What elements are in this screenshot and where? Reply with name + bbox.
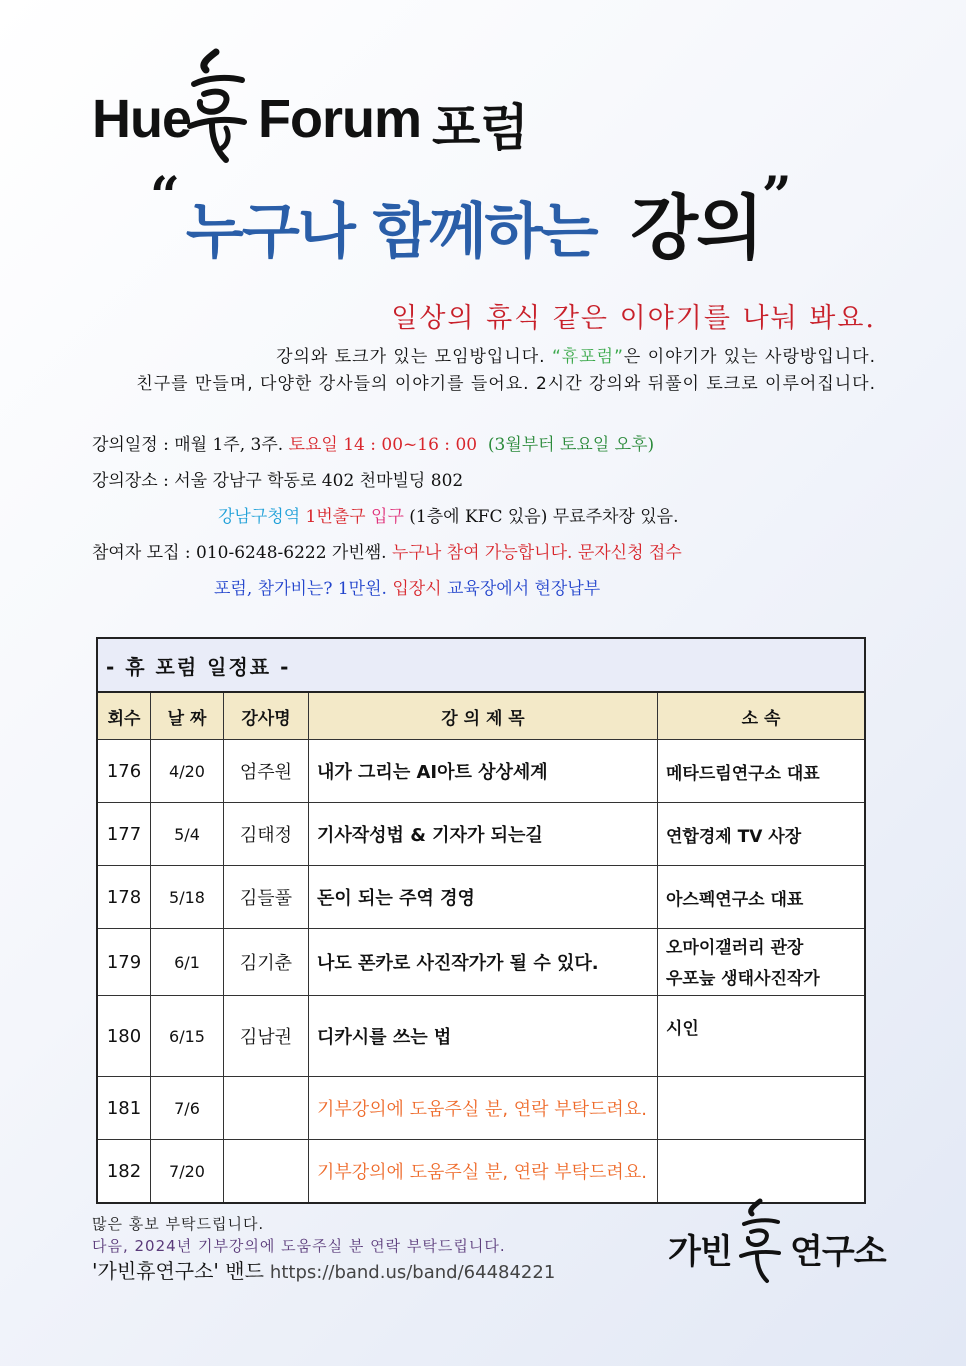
cell-date: 6/15 — [151, 996, 224, 1077]
affiliation-line: 우포늪 생태사진작가 — [666, 969, 820, 989]
schedule-note: (3월부터 토요일 오후) — [487, 435, 655, 455]
table-header-row — [97, 692, 865, 740]
cell-date: 5/4 — [151, 803, 224, 866]
directions-rest: (1층에 KFC 있음) 무료주차장 있음. — [409, 507, 679, 527]
cell-title: 나도 폰카로 사진작가가 될 수 있다. — [309, 929, 658, 996]
headline-blue-text: 누구나 함께하는 — [185, 197, 597, 267]
station: 강남구청역 — [218, 507, 306, 527]
recruit-note: 누구나 참여 가능합니다. 문자신청 접수 — [392, 543, 682, 563]
hue-calligraphy-logo — [186, 48, 248, 168]
cell-affiliation — [658, 1140, 866, 1204]
affiliation-line: 오마이갤러리 관장 — [666, 938, 804, 958]
cell-date: 6/1 — [151, 929, 224, 996]
gabin-hue-lab-logo — [668, 1198, 886, 1288]
cell-no: 179 — [97, 929, 151, 996]
headline-black-text: 강의 — [630, 187, 762, 269]
affiliation-line: 연합경제 TV 사장 — [666, 826, 802, 847]
cell-affiliation — [658, 740, 866, 803]
place-info: 강의장소 : 서울 강남구 학동로 402 천마빌딩 802 — [92, 471, 464, 491]
fee-payment: 교육장에서 현장납부 — [447, 579, 601, 599]
intro-text-cont: 은 이야기가 있는 사랑방입니다. — [623, 347, 876, 367]
band-url[interactable]: https://band.us/band/64484221 — [269, 1262, 556, 1283]
tagline: 일상의 휴식 같은 이야기를 나눠 봐요. — [391, 303, 876, 334]
header-speaker: 강사명 — [224, 692, 309, 740]
cell-title: 기부강의에 도움주실 분, 연락 부탁드려요. — [309, 1077, 658, 1140]
hue-mini-calligraphy-icon — [738, 1198, 782, 1284]
cell-date: 7/20 — [151, 1140, 224, 1204]
table-row — [97, 740, 865, 803]
cell-no: 176 — [97, 740, 151, 803]
affiliation-line: 아스펙연구소 대표 — [666, 889, 804, 910]
cell-date: 7/6 — [151, 1077, 224, 1140]
cell-date: 4/20 — [151, 740, 224, 803]
footer-band — [92, 1255, 555, 1284]
schedule-table — [96, 637, 866, 1204]
header-date: 날 짜 — [151, 692, 224, 740]
cell-speaker: 김들풀 — [224, 866, 309, 929]
table-row — [97, 866, 865, 929]
header-no: 회수 — [97, 692, 151, 740]
table-row — [97, 1140, 865, 1204]
cell-affiliation — [658, 996, 866, 1077]
directions — [218, 502, 679, 527]
table-row — [97, 929, 865, 996]
cell-no: 180 — [97, 996, 151, 1077]
hue-forum-quote: “휴포럼” — [552, 347, 624, 367]
cell-no: 182 — [97, 1140, 151, 1204]
intro-line-1 — [276, 342, 876, 367]
brand-hue: Hue — [92, 89, 192, 149]
cell-affiliation — [658, 866, 866, 929]
header-affiliation: 소 속 — [658, 692, 866, 740]
cell-speaker — [224, 1140, 309, 1204]
header-title: 강 의 제 목 — [309, 692, 658, 740]
lab-logo-right: 연구소 — [790, 1232, 886, 1272]
cell-date: 5/18 — [151, 866, 224, 929]
affiliation-line: 메타드림연구소 대표 — [666, 763, 820, 784]
cell-no: 181 — [97, 1077, 151, 1140]
schedule-title: - 휴 포럼 일정표 - — [97, 638, 865, 692]
cell-affiliation — [658, 929, 866, 996]
fee-amount: 포럼, 참가비는? 1만원. — [214, 579, 393, 599]
cell-speaker — [224, 1077, 309, 1140]
cell-title: 디카시를 쓰는 법 — [309, 996, 658, 1077]
band-label: '가빈휴연구소' 밴드 — [92, 1259, 264, 1283]
cell-speaker: 김태정 — [224, 803, 309, 866]
fee-info — [214, 574, 600, 599]
schedule-label: 강의일정 : 매월 1주, 3주. — [92, 435, 289, 455]
cell-title: 돈이 되는 주역 경영 — [309, 866, 658, 929]
cell-speaker: 엄주원 — [224, 740, 309, 803]
schedule-time: 토요일 14 : 00~16 : 00 — [288, 435, 478, 455]
footer-promo: 많은 홍보 부탁드립니다. — [92, 1215, 265, 1233]
cell-affiliation — [658, 1077, 866, 1140]
headline — [150, 166, 792, 273]
cell-no: 178 — [97, 866, 151, 929]
table-row — [97, 803, 865, 866]
cell-no: 177 — [97, 803, 151, 866]
intro-line-2: 친구를 만들며, 다양한 강사들의 이야기를 들어요. 2시간 강의와 뒤풀이 토크로 이루어집니다. — [136, 374, 876, 394]
brand-forum-korean: 포럼 — [432, 99, 529, 157]
fee-entry: 입장시 — [392, 579, 447, 599]
lab-logo-left: 가빈 — [668, 1232, 732, 1272]
recruit-label: 참여자 모집 : 010-6248-6222 가빈쌤. — [92, 543, 392, 563]
schedule-body — [97, 740, 865, 1204]
cell-title: 내가 그리는 AI아트 상상세계 — [309, 740, 658, 803]
footer-donation: 다음, 2024년 기부강의에 도움주실 분 연락 부탁드립니다. — [92, 1237, 506, 1255]
intro-text: 강의와 토크가 있는 모임방입니다. — [276, 347, 552, 367]
schedule-info — [92, 430, 654, 455]
table-row — [97, 996, 865, 1077]
entrance: 입구 — [371, 507, 410, 527]
open-quote: “ — [150, 166, 180, 227]
cell-title: 기사작성법 & 기자가 되는길 — [309, 803, 658, 866]
cell-affiliation — [658, 803, 866, 866]
cell-title: 기부강의에 도움주실 분, 연락 부탁드려요. — [309, 1140, 658, 1204]
affiliation-line: 시인 — [666, 1019, 699, 1039]
close-quote: ” — [761, 166, 792, 227]
cell-speaker: 김남권 — [224, 996, 309, 1077]
brand-forum: Forum — [258, 89, 421, 149]
cell-speaker: 김기춘 — [224, 929, 309, 996]
exit: 1번출구 — [305, 507, 372, 527]
recruit-info — [92, 538, 682, 563]
table-row — [97, 1077, 865, 1140]
